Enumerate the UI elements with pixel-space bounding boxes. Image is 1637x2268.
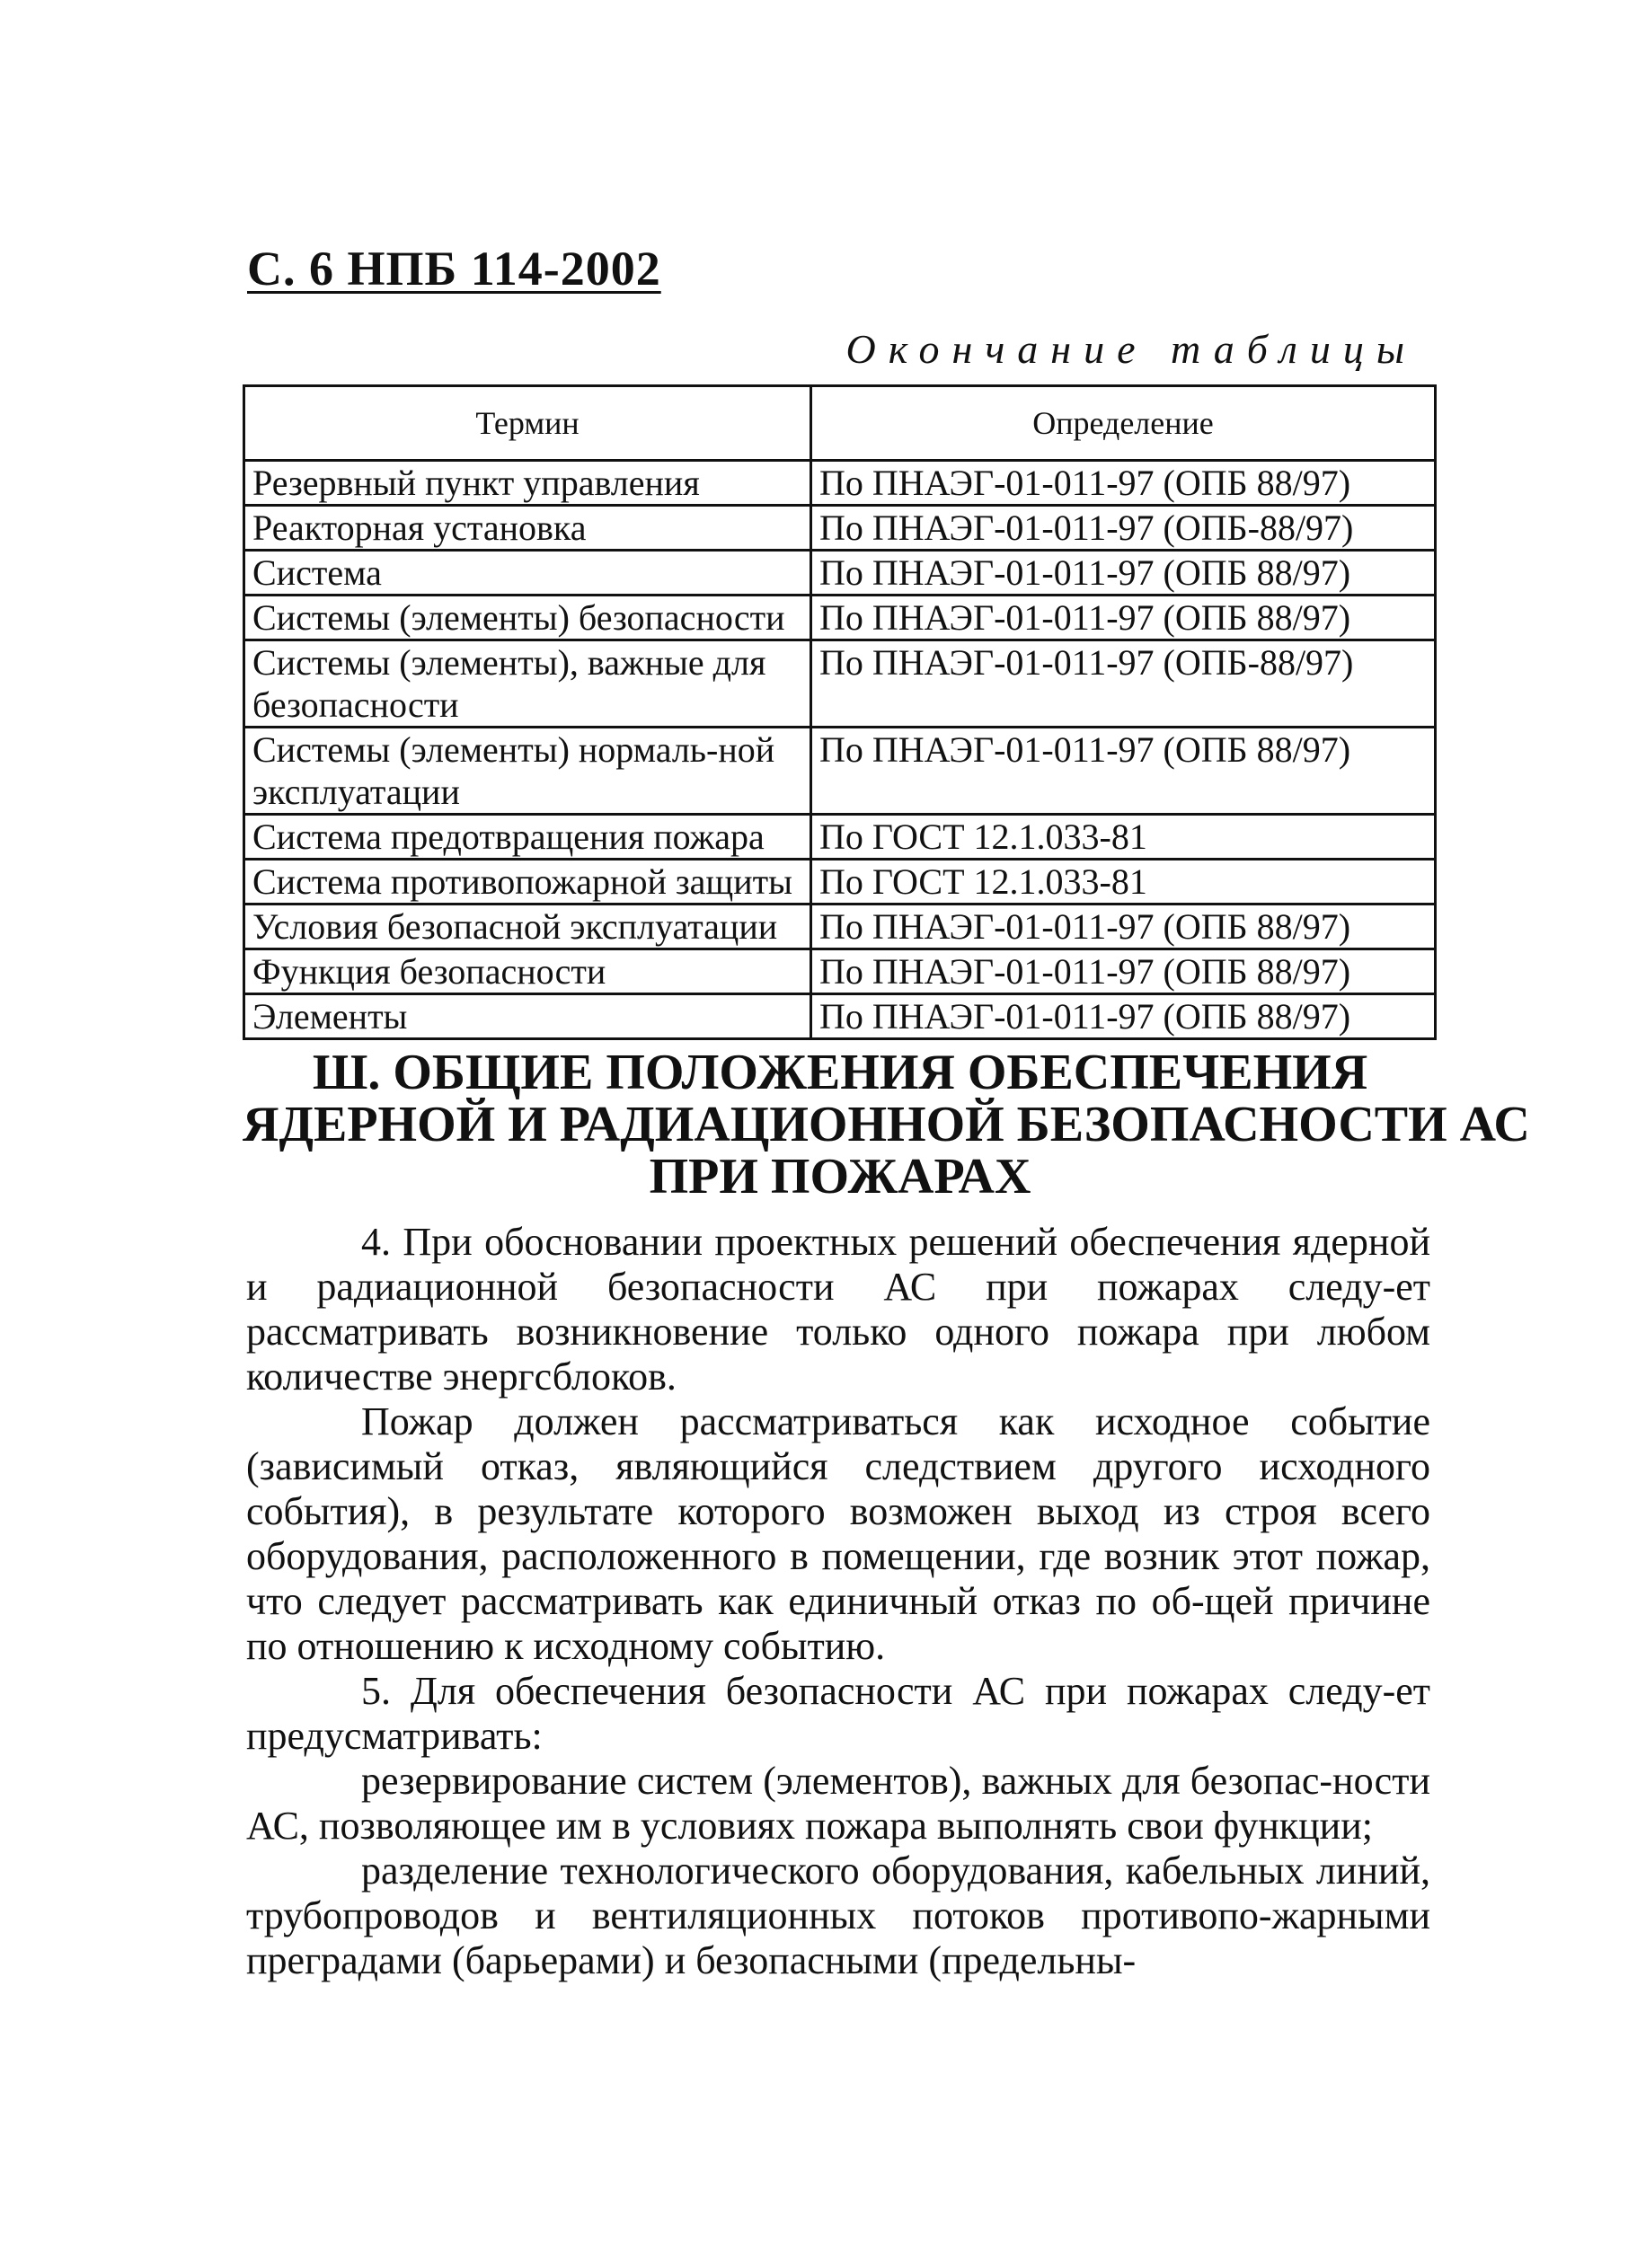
term-cell: Система противопожарной защиты	[244, 860, 811, 905]
term-cell: Системы (элементы) безопасности	[244, 596, 811, 640]
terms-table	[243, 384, 1437, 1040]
term-cell: Системы (элементы), важные для безопасности	[244, 640, 811, 728]
section-title-line: ЯДЕРНОЙ И РАДИАЦИОННОЙ БЕЗОПАСНОСТИ АС	[243, 1097, 1530, 1152]
table-row	[244, 860, 1436, 905]
paragraph: 4. При обосновании проектных решений обеспечения ядерной и радиационной безопасности АС при пожарах следу-ет рассматривать возникновение только одного пожара при любом количестве энергсблоков.	[246, 1220, 1430, 1399]
table-row	[244, 596, 1436, 640]
definition-cell: По ПНАЭГ-01-011-97 (ОПБ-88/97)	[811, 506, 1436, 551]
term-cell: Резервный пункт управления	[244, 461, 811, 506]
section-title	[243, 1045, 1530, 1205]
section-title-line: Ш. ОБЩИЕ ПОЛОЖЕНИЯ ОБЕСПЕЧЕНИЯ	[312, 1045, 1368, 1100]
table-row	[244, 640, 1436, 728]
definition-cell: По ПНАЭГ-01-011-97 (ОПБ 88/97)	[811, 994, 1436, 1039]
page-header: С. 6 НПБ 114-2002	[247, 242, 661, 296]
table-caption: Окончание таблицы	[845, 326, 1417, 372]
column-header-definition: Определение	[811, 386, 1436, 461]
paragraph: разделение технологического оборудования, кабельных линий, трубопроводов и вентиляционных потоков противопо-жарными преградами (барьерами) и безопасными (предельны-	[246, 1849, 1430, 1982]
definition-cell: По ПНАЭГ-01-011-97 (ОПБ 88/97)	[811, 949, 1436, 994]
table-row	[244, 461, 1436, 506]
table-row	[244, 905, 1436, 949]
paragraph: резервирование систем (элементов), важных для безопас-ности АС, позволяющее им в условиях пожара выполнять свои функции;	[246, 1759, 1430, 1848]
definition-cell: По ПНАЭГ-01-011-97 (ОПБ-88/97)	[811, 640, 1436, 728]
paragraph: Пожар должен рассматриваться как исходное событие (зависимый отказ, являющийся следствием другого исходного события), в результате которого возможен выход из строя всего оборудования, расположенного в помещении, где возник этот пожар, что следует рассматривать как единичный отказ по об-щей причине по отношению к исходному событию.	[246, 1399, 1430, 1668]
definition-cell: По ГОСТ 12.1.033-81	[811, 860, 1436, 905]
section-title-line: ПРИ ПОЖАРАХ	[649, 1149, 1031, 1205]
body-text	[246, 1220, 1430, 1983]
table-row	[244, 506, 1436, 551]
table-row	[244, 815, 1436, 860]
table-row	[244, 994, 1436, 1039]
table-row	[244, 551, 1436, 596]
column-header-term: Термин	[244, 386, 811, 461]
term-cell: Условия безопасной эксплуатации	[244, 905, 811, 949]
definition-cell: По ПНАЭГ-01-011-97 (ОПБ 88/97)	[811, 728, 1436, 815]
table-row	[244, 728, 1436, 815]
definition-cell: По ПНАЭГ-01-011-97 (ОПБ 88/97)	[811, 551, 1436, 596]
definition-cell: По ПНАЭГ-01-011-97 (ОПБ 88/97)	[811, 461, 1436, 506]
term-cell: Реакторная установка	[244, 506, 811, 551]
paragraph: 5. Для обеспечения безопасности АС при пожарах следу-ет предусматривать:	[246, 1669, 1430, 1758]
table-row	[244, 949, 1436, 994]
term-cell: Система	[244, 551, 811, 596]
term-cell: Элементы	[244, 994, 811, 1039]
term-cell: Система предотвращения пожара	[244, 815, 811, 860]
definition-cell: По ПНАЭГ-01-011-97 (ОПБ 88/97)	[811, 905, 1436, 949]
definition-cell: По ГОСТ 12.1.033-81	[811, 815, 1436, 860]
term-cell: Системы (элементы) нормаль-ной эксплуатации	[244, 728, 811, 815]
term-cell: Функция безопасности	[244, 949, 811, 994]
table-header-row	[244, 386, 1436, 461]
definition-cell: По ПНАЭГ-01-011-97 (ОПБ 88/97)	[811, 596, 1436, 640]
